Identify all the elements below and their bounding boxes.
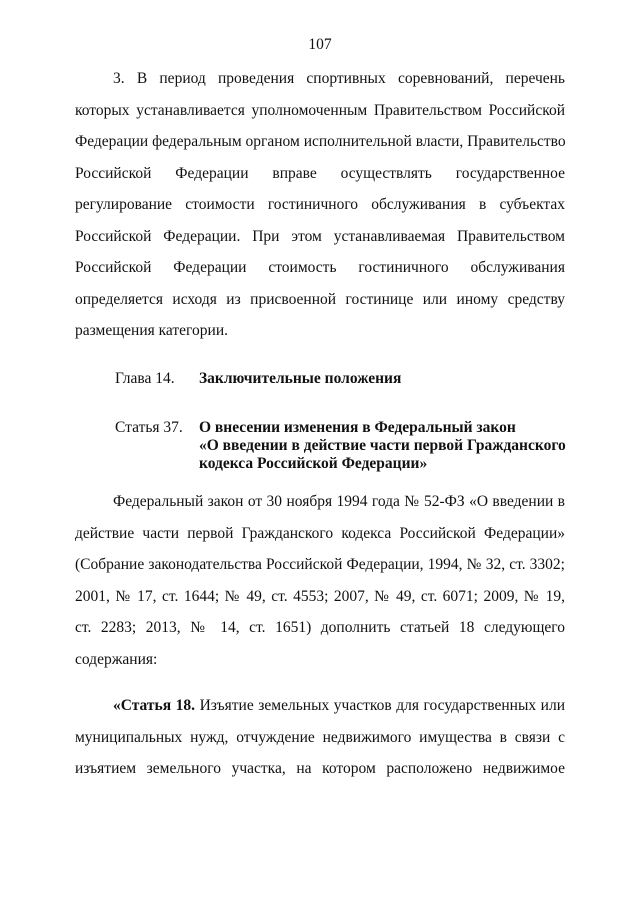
text-line: 3. В период проведения спортивных соревнований, перечень	[113, 70, 565, 87]
paragraph-federal-law-amendment	[75, 493, 565, 682]
article-18-lead: «Статья 18.	[113, 697, 196, 714]
article-title-line: кодекса Российской Федерации»	[199, 455, 428, 472]
text-line: регулирование стоимости гостиничного обслуживания в субъектах	[75, 196, 565, 213]
text-line	[75, 697, 565, 729]
article-title	[199, 419, 566, 473]
article-label: Статья 37.	[115, 419, 183, 436]
page-number: 107	[308, 36, 332, 53]
chapter-title: Заключительные положения	[199, 370, 402, 387]
paragraph-hotel-pricing	[75, 70, 565, 354]
text-line: муниципальных нужд, отчуждение недвижимого имущества в связи с	[75, 728, 565, 746]
text-line: Российской Федерации стоимость гостиничного обслуживания	[75, 259, 565, 276]
article-title-line: «О введении в действие части первой Гражданского	[199, 437, 566, 454]
text-line: размещения категории.	[75, 322, 228, 339]
text-line: ст. 2283; 2013, № 14, ст. 1651) дополнить статьей 18 следующего	[75, 619, 565, 636]
text-line: действие части первой Гражданского кодекса Российской Федерации»	[75, 524, 565, 542]
text-line: Российской Федерации вправе осуществлять государственное	[75, 164, 565, 182]
text-line: которых устанавливается уполномоченным Правительством Российской	[75, 101, 565, 119]
article-title-line: О внесении изменения в Федеральный закон	[199, 419, 516, 436]
text-line: изъятием земельного участка, на котором расположено недвижимое	[75, 760, 565, 777]
paragraph-article-18	[75, 697, 565, 792]
text-line: Федерации федеральным органом исполнительной власти, Правительство	[75, 133, 566, 150]
text-line: 2001, № 17, ст. 1644; № 49, ст. 4553; 2007, № 49, ст. 6071; 2009, № 19,	[75, 587, 565, 605]
text-line: (Собрание законодательства Российской Федерации, 1994, № 32, ст. 3302;	[75, 556, 565, 573]
chapter-label: Глава 14.	[115, 370, 175, 387]
text-line: определяется исходя из присвоенной гостинице или иному средству	[75, 290, 565, 308]
text-line: Федеральный закон от 30 ноября 1994 года № 52-ФЗ «О введении в	[113, 493, 565, 510]
article-18-first-line: Изъятие земельных участков для государственных или	[195, 697, 566, 714]
text-line: Российской Федерации. При этом устанавливаемая Правительством	[75, 227, 565, 245]
text-line: содержания:	[75, 650, 158, 668]
